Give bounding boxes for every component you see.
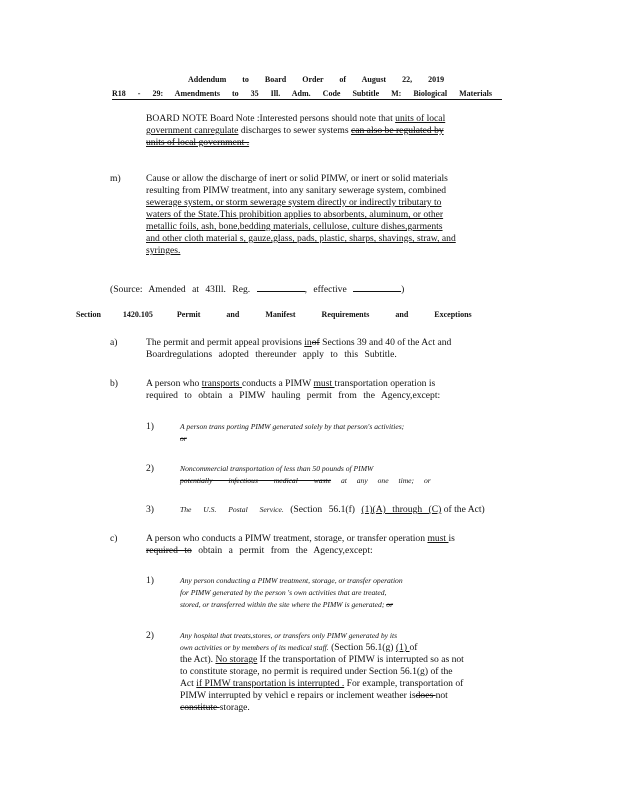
item-b-text xyxy=(146,378,508,402)
item-b3-text-run: (Section 56.1(f) xyxy=(283,504,362,515)
item-c-text-run: A person who conducts a PIMW treatment, storage, or transfer operation xyxy=(146,533,428,544)
item-m-added-line: metallic foils, ash, bone,bedding materials, cellulose, culture dishes,garments xyxy=(146,221,443,232)
item-m-added-line: and other cloth material s, gauze,glass, pads, plastic, sharps, shavings, straw, and xyxy=(146,233,456,244)
item-c2-text-run: Act xyxy=(180,678,197,689)
source-date-blank xyxy=(353,282,401,292)
item-b-text-run: a PIMW xyxy=(276,378,314,389)
board-note-text: BOARD NOTE Board Note :Interested persons should note that xyxy=(146,113,396,124)
item-c2-added-text: if PIMW transportation is interrupted . xyxy=(196,678,345,689)
item-c-text xyxy=(146,533,530,557)
item-m-line: Cause or allow the discharge of inert or solid PIMW, or inert or solid materials xyxy=(146,173,448,184)
item-m-text xyxy=(146,173,530,257)
item-b-added-text: must xyxy=(313,378,335,389)
section-heading xyxy=(76,310,472,319)
item-b3-text-run: of the Act) xyxy=(441,504,485,515)
item-m-added-line: syringes. xyxy=(146,245,181,256)
item-b-label: b) xyxy=(110,378,118,389)
item-c1-label: 1) xyxy=(146,575,154,586)
item-c2-label: 2) xyxy=(146,630,154,641)
section-title: Permit and Manifest Requirements and Exceptions xyxy=(176,310,472,319)
board-note-deleted-text: can also be regulated by xyxy=(350,125,444,136)
board-note-deleted-text: units of local government . xyxy=(146,137,250,148)
item-b1-label: 1) xyxy=(146,421,154,432)
item-b2-text-run: at any one time; or xyxy=(331,476,431,485)
item-a-text-run: The permit and permit appeal provisions xyxy=(146,337,305,348)
item-b1-text xyxy=(180,421,516,445)
item-c2-text-run: the Act). xyxy=(180,654,216,665)
item-b3-text-run: The U.S. Postal Service. xyxy=(180,505,284,514)
item-c2-deleted-text: does xyxy=(415,690,436,701)
item-c2-text-run: to constitute storage, no permit is required under Section 56.1(g) of the xyxy=(180,666,453,677)
item-a-text xyxy=(146,337,528,361)
item-m-line: resulting from PIMW treatment, into any sanitary sewerage system, combined xyxy=(146,185,447,196)
item-c-label: c) xyxy=(110,533,118,544)
header-line-1: Addendum to Board Order of August 22, 2019 xyxy=(188,75,445,84)
item-b3-label: 3) xyxy=(146,504,154,515)
item-c-deleted-text: required to xyxy=(146,545,192,556)
item-b1-text-run: A person trans porting PIMW generated solely by that person's activities; xyxy=(180,422,405,431)
item-b-text-run: conducts xyxy=(241,378,277,389)
item-b1-deleted-text: or xyxy=(180,434,187,443)
item-b-added-text: transports xyxy=(201,378,242,389)
item-c2-deleted-text: constitute xyxy=(180,702,220,713)
item-c1-text-run: for PIMW generated by the person 's own activities that are treated, xyxy=(180,588,387,597)
item-c2-text-run: PIMW interrupted by vehicl e repairs or inclement weather is xyxy=(180,690,416,701)
item-b2-label: 2) xyxy=(146,463,154,474)
item-c2-text xyxy=(180,630,540,714)
board-note xyxy=(146,113,522,149)
item-a-added-text: in xyxy=(304,337,312,348)
item-c2-text-run: own activities or by members of its medical staff. xyxy=(180,643,329,652)
item-c1-text-run: Any person conducting a PIMW treatment, storage, or transfer operation xyxy=(180,576,403,585)
item-b2-deleted-text: potentially infectious medical waste xyxy=(180,476,332,485)
item-c2-text-run: not xyxy=(435,690,448,701)
item-b-text-run: required to obtain a PIMW hauling permit from the Agency,except: xyxy=(146,390,441,401)
item-c1-text xyxy=(180,575,520,611)
item-c2-added-text: No storage xyxy=(215,654,258,665)
item-c2-text-run: storage. xyxy=(219,702,250,713)
source-text: ) xyxy=(401,284,405,295)
item-b-text-run: A person who xyxy=(146,378,202,389)
item-a-text-run: Sections 39 and 40 of the Act and xyxy=(319,337,452,348)
board-note-added-text: units of local xyxy=(395,113,446,124)
item-a-label: a) xyxy=(110,337,118,348)
item-b3-added-text: (1)(A) through (C) xyxy=(361,504,442,515)
item-b2-text xyxy=(180,463,480,487)
item-c1-deleted-text: or xyxy=(386,600,394,609)
item-c2-added-text: (1) xyxy=(395,642,410,653)
item-c2-text-run: of xyxy=(409,642,418,653)
source-reg-blank xyxy=(257,282,305,292)
source-note xyxy=(110,282,404,296)
item-c2-text-run: (Section 56.1(g) xyxy=(328,642,396,653)
item-c2-text-run: For example, transportation of xyxy=(344,678,464,689)
item-c-text-run: is xyxy=(448,533,455,544)
item-c2-text-run: Any hospital that treats,stores, or transfers only PIMW generated by its xyxy=(180,631,398,640)
item-a-text-run: Boardregulations adopted thereunder apply to this Subtitle. xyxy=(146,349,397,360)
item-a-deleted-text: of xyxy=(311,337,320,348)
item-c-added-text: must xyxy=(427,533,449,544)
item-c1-text-run: stored, or transferred within the site where the PIMW is generated; xyxy=(180,600,387,609)
item-b3-text xyxy=(180,504,485,516)
board-note-text: discharges to sewer systems xyxy=(238,125,351,136)
item-c2-text-run: If the transportation of PIMW is interrupted so as not xyxy=(257,654,464,665)
board-note-added-text: government canregulate xyxy=(146,125,239,136)
item-b2-text-run: Noncommercial transportation of less than 50 pounds of PIMW xyxy=(180,464,374,473)
section-number: Section 1420.105 xyxy=(76,310,153,319)
item-b-text-run: transportation operation is xyxy=(334,378,436,389)
header-line-2: R18 - 29: Amendments to 35 Ill. Adm. Code Subtitle M: Biological Materials xyxy=(112,89,502,100)
source-text: , effective xyxy=(304,284,354,295)
item-m-added-line: sewerage system, or storm sewerage system directly or indirectly tributary to xyxy=(146,197,442,208)
item-m-label: m) xyxy=(110,173,121,184)
item-c-text-run: obtain a permit from the Agency,except: xyxy=(191,545,373,556)
item-m-added-line: waters of the State.This prohibition applies to absorbents, aluminum, or other xyxy=(146,209,444,220)
source-text: (Source: Amended at 43Ill. Reg. xyxy=(110,284,257,295)
